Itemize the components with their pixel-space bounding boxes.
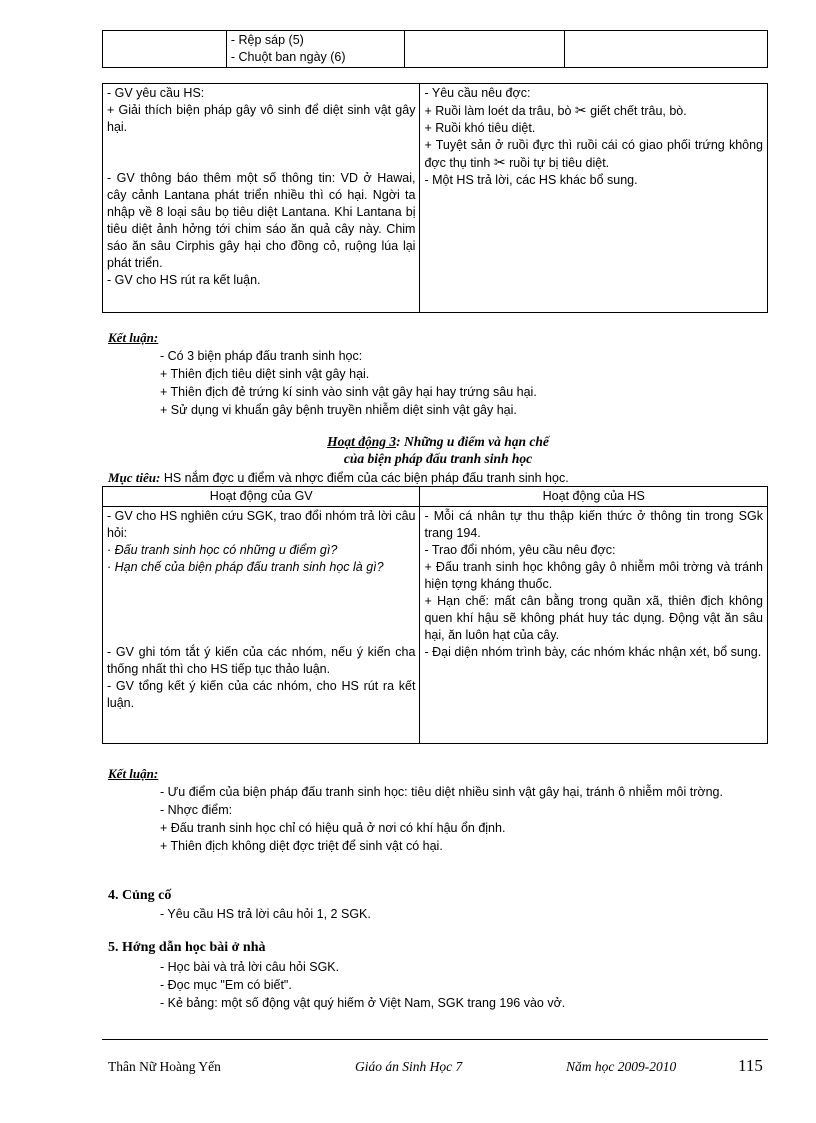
table2-right-line: + Đấu tranh sinh học không gây ô nhiễm môi trờng và tránh hiện tợng kháng thuốc. [424, 560, 763, 591]
table1-right-line: ruồi tự bị tiêu diệt. [509, 156, 610, 170]
teacher-activity-cell [103, 507, 420, 744]
activity-3-label: Hoạt động 3 [327, 434, 397, 449]
table2-left-line: - GV cho HS nghiên cứu SGK, trao đổi nhóm trả lời câu hỏi: [107, 509, 416, 540]
scissor-icon: ✂ [493, 154, 506, 170]
conclusion-line: - Ưu điểm của biện pháp đấu tranh sinh học: tiêu diệt nhiều sinh vật gây hại, tránh ô nhiễm môi trờng. [160, 785, 723, 799]
conclusion-2-label: Kết luận: [108, 766, 159, 781]
conclusion-1-label: Kết luận: [108, 330, 159, 345]
top-table [102, 30, 768, 68]
table1-right-line: + Tuyệt sản ở ruồi đực thì ruồi cái có giao phối trứng không đợc thụ tinh [424, 138, 763, 170]
activity-3-subtitle: của biện pháp đấu tranh sinh học [343, 451, 533, 466]
footer-title: Giáo án Sinh Học 7 [355, 1059, 463, 1074]
section-line: - Yêu cầu HS trả lời câu hỏi 1, 2 SGK. [160, 907, 371, 921]
table1-left-line: + Giải thích biện pháp gây vô sinh để diệt sinh vật gây hại. [107, 103, 416, 134]
section-5-body [160, 958, 565, 1012]
student-activity-cell [420, 84, 768, 313]
top-table-cell-empty [103, 31, 227, 68]
student-activity-cell [420, 507, 768, 744]
goal-label: Mục tiêu: [108, 470, 161, 485]
conclusion-line: + Sử dụng vi khuẩn gây bệnh truyền nhiễm diệt sinh vật gây hại. [160, 403, 517, 417]
top-table-cell-empty [564, 31, 767, 68]
conclusion-line: + Thiên địch không diệt đợc triệt để sinh vật có hại. [160, 839, 443, 853]
table1-right-line: giết chết trâu, bò. [590, 104, 687, 118]
table1-left-line: - GV cho HS rút ra kết luận. [107, 273, 261, 287]
section-line: - Đọc mục "Em có biết". [160, 978, 292, 992]
scissor-icon: ✂ [574, 102, 587, 118]
table2-left-line: - GV tổng kết ý kiến của các nhóm, cho HS rút ra kết luận. [107, 679, 416, 710]
teacher-activity-cell [103, 84, 420, 313]
conclusion-1-body [160, 347, 537, 419]
section-5-title: 5. Hớng dẫn học bài ở nhà [108, 940, 266, 955]
activity-3-title: : Những u điểm và hạn chế [396, 434, 549, 449]
conclusion-line: + Thiên địch tiêu diệt sinh vật gây hại. [160, 367, 370, 381]
activity-table-1 [102, 83, 768, 313]
activity-3-goal [108, 469, 569, 487]
table1-right-line: + Ruồi khó tiêu diệt. [424, 121, 536, 135]
footer-year: Năm học 2009-2010 [566, 1059, 677, 1074]
activity-3-heading [0, 433, 816, 467]
table1-left-line: - GV yêu cầu HS: [107, 86, 205, 100]
conclusion-line: - Nhợc điểm: [160, 803, 233, 817]
page-number: 115 [738, 1056, 763, 1075]
top-table-cell-empty [405, 31, 565, 68]
top-table-row: - Rệp sáp (5) [230, 33, 304, 47]
section-line: - Học bài và trả lời câu hỏi SGK. [160, 960, 340, 974]
conclusion-line: + Đấu tranh sinh học chỉ có hiệu quả ở nơi có khí hậu ổn định. [160, 821, 506, 835]
top-table-row: - Chuột ban ngày (6) [230, 50, 346, 64]
footer-divider [102, 1039, 768, 1040]
section-4-body [160, 905, 371, 923]
table2-left-line: · Hạn chế của biện pháp đấu tranh sinh học là gì? [107, 560, 384, 574]
table2-right-line: + Hạn chế: mất cân bằng trong quần xã, thiên địch không quen khí hậu sẽ không phát huy tác dụng. Động vật ăn sâu hại, ăn luôn hạt của cây. [424, 594, 763, 642]
top-table-cell-items [226, 31, 404, 68]
table2-left-line: · Đấu tranh sinh học có những u điểm gì? [107, 543, 338, 557]
table1-right-line: - Một HS trả lời, các HS khác bổ sung. [424, 173, 638, 187]
activity-table-2 [102, 486, 768, 744]
header-teacher: Hoạt động của GV [103, 487, 420, 507]
table1-left-line: - GV thông báo thêm một số thông tin: VD ở Hawai, cây cảnh Lantana phát triển nhiều thì có hại. Ngời ta nhập về 8 loại sâu bọ tiêu diệt Lantana. Khi Lantana bị tiêu diệt ảnh hởng tới chim sáo ăn quả cây này. Chim sáo ăn sâu Cirphis gây hại cho đồng cỏ, ruộng lúa lại phát triển. [107, 171, 416, 270]
conclusion-2-body [108, 783, 768, 855]
table2-right-line: - Đại diện nhóm trình bày, các nhóm khác nhận xét, bổ sung. [424, 645, 762, 659]
conclusion-line: + Thiên địch đẻ trứng kí sinh vào sinh vật gây hại hay trứng sâu hại. [160, 385, 537, 399]
section-line: - Kẻ bảng: một số động vật quý hiếm ở Việt Nam, SGK trang 196 vào vở. [160, 996, 566, 1010]
table2-right-line: - Mỗi cá nhân tự thu thập kiến thức ở thông tin trong SGk trang 194. [424, 509, 763, 540]
goal-text: HS nắm đợc u điểm và nhợc điểm của các biện pháp đấu tranh sinh học. [160, 471, 569, 485]
table2-left-line: - GV ghi tóm tắt ý kiến của các nhóm, nếu ý kiến cha thống nhất thì cho HS tiếp tục thảo luận. [107, 645, 416, 676]
table1-right-line: + Ruồi làm loét da trâu, bò [424, 104, 572, 118]
footer-author: Thân Nữ Hoàng Yến [108, 1059, 221, 1074]
section-4-title: 4. Củng cố [108, 888, 172, 903]
table2-right-line: - Trao đổi nhóm, yêu cầu nêu đợc: [424, 543, 616, 557]
table1-right-line: - Yêu cầu nêu đợc: [424, 86, 531, 100]
conclusion-line: - Có 3 biện pháp đấu tranh sinh học: [160, 349, 363, 363]
header-student: Hoạt động của HS [420, 487, 768, 507]
